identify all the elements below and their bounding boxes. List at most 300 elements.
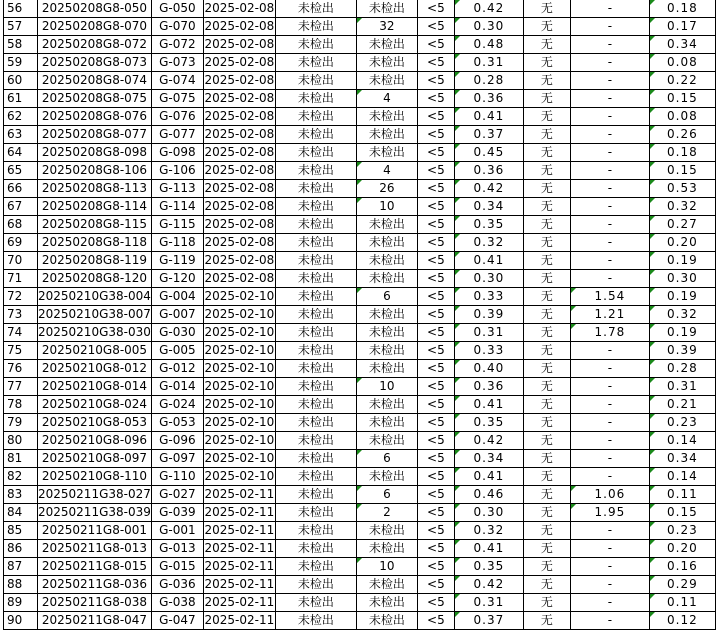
cell-result-c[interactable] [417,360,454,378]
cell-sample-id[interactable] [38,108,152,126]
cell-result-c[interactable] [417,378,454,396]
cell-value-f[interactable] [570,0,649,18]
cell-result-c[interactable] [417,144,454,162]
cell-result-c[interactable] [417,216,454,234]
cell-result-c[interactable] [417,342,454,360]
cell-sample-code[interactable] [151,504,203,522]
cell-sample-id[interactable] [38,90,152,108]
cell-sample-code[interactable] [151,360,203,378]
cell-sample-id[interactable] [38,414,152,432]
cell-result-a[interactable] [275,450,356,468]
cell-value-g[interactable] [649,72,715,90]
cell-result-a[interactable] [275,396,356,414]
cell-value-d[interactable] [454,162,523,180]
cell-value-g[interactable] [649,306,715,324]
cell-result-e[interactable] [523,414,570,432]
cell-result-a[interactable] [275,540,356,558]
cell-result-b[interactable] [356,522,417,540]
cell-value-g[interactable] [649,0,715,18]
cell-value-d[interactable] [454,324,523,342]
cell-row-number[interactable] [4,144,38,162]
cell-sample-id[interactable] [38,360,152,378]
cell-result-b[interactable] [356,612,417,630]
cell-value-f[interactable] [570,306,649,324]
cell-result-e[interactable] [523,288,570,306]
cell-value-f[interactable] [570,72,649,90]
cell-result-e[interactable] [523,0,570,18]
cell-value-f[interactable] [570,216,649,234]
cell-row-number[interactable] [4,54,38,72]
cell-sample-id[interactable] [38,504,152,522]
cell-value-d[interactable] [454,270,523,288]
cell-value-d[interactable] [454,522,523,540]
cell-row-number[interactable] [4,522,38,540]
cell-result-c[interactable] [417,522,454,540]
cell-value-g[interactable] [649,360,715,378]
cell-result-c[interactable] [417,108,454,126]
cell-sample-code[interactable] [151,54,203,72]
cell-result-b[interactable] [356,540,417,558]
cell-result-c[interactable] [417,90,454,108]
cell-sample-code[interactable] [151,234,203,252]
cell-value-g[interactable] [649,198,715,216]
cell-result-c[interactable] [417,162,454,180]
cell-result-e[interactable] [523,144,570,162]
cell-value-g[interactable] [649,54,715,72]
cell-result-a[interactable] [275,288,356,306]
cell-result-b[interactable] [356,504,417,522]
cell-result-b[interactable] [356,72,417,90]
cell-result-a[interactable] [275,126,356,144]
cell-result-c[interactable] [417,414,454,432]
cell-result-b[interactable] [356,198,417,216]
cell-value-d[interactable] [454,144,523,162]
cell-value-f[interactable] [570,234,649,252]
cell-value-g[interactable] [649,108,715,126]
cell-result-c[interactable] [417,0,454,18]
cell-date[interactable] [203,288,275,306]
cell-result-e[interactable] [523,126,570,144]
cell-sample-code[interactable] [151,72,203,90]
cell-row-number[interactable] [4,558,38,576]
cell-value-f[interactable] [570,288,649,306]
cell-sample-code[interactable] [151,540,203,558]
cell-value-g[interactable] [649,252,715,270]
cell-sample-id[interactable] [38,576,152,594]
cell-sample-id[interactable] [38,342,152,360]
cell-result-a[interactable] [275,0,356,18]
cell-sample-id[interactable] [38,270,152,288]
cell-result-c[interactable] [417,306,454,324]
cell-sample-id[interactable] [38,252,152,270]
cell-value-d[interactable] [454,198,523,216]
cell-value-g[interactable] [649,612,715,630]
cell-result-c[interactable] [417,288,454,306]
cell-sample-id[interactable] [38,234,152,252]
cell-value-g[interactable] [649,540,715,558]
cell-result-c[interactable] [417,432,454,450]
cell-date[interactable] [203,558,275,576]
cell-sample-code[interactable] [151,594,203,612]
cell-date[interactable] [203,0,275,18]
cell-result-c[interactable] [417,324,454,342]
cell-date[interactable] [203,72,275,90]
cell-value-g[interactable] [649,378,715,396]
cell-date[interactable] [203,198,275,216]
cell-result-e[interactable] [523,198,570,216]
cell-value-g[interactable] [649,270,715,288]
cell-sample-code[interactable] [151,108,203,126]
cell-row-number[interactable] [4,540,38,558]
cell-sample-code[interactable] [151,522,203,540]
cell-row-number[interactable] [4,252,38,270]
cell-sample-code[interactable] [151,378,203,396]
cell-result-b[interactable] [356,288,417,306]
cell-sample-id[interactable] [38,54,152,72]
cell-sample-code[interactable] [151,468,203,486]
cell-sample-id[interactable] [38,180,152,198]
cell-result-b[interactable] [356,576,417,594]
cell-value-f[interactable] [570,450,649,468]
cell-value-d[interactable] [454,540,523,558]
cell-value-f[interactable] [570,576,649,594]
cell-result-e[interactable] [523,306,570,324]
cell-sample-code[interactable] [151,90,203,108]
cell-value-f[interactable] [570,468,649,486]
cell-value-g[interactable] [649,522,715,540]
cell-row-number[interactable] [4,396,38,414]
cell-result-c[interactable] [417,612,454,630]
cell-sample-id[interactable] [38,378,152,396]
cell-value-d[interactable] [454,414,523,432]
cell-row-number[interactable] [4,198,38,216]
cell-value-f[interactable] [570,144,649,162]
cell-result-a[interactable] [275,36,356,54]
cell-result-a[interactable] [275,504,356,522]
cell-value-f[interactable] [570,36,649,54]
cell-value-d[interactable] [454,216,523,234]
cell-value-f[interactable] [570,432,649,450]
cell-date[interactable] [203,594,275,612]
cell-value-f[interactable] [570,252,649,270]
cell-result-e[interactable] [523,522,570,540]
cell-result-b[interactable] [356,18,417,36]
cell-value-f[interactable] [570,594,649,612]
cell-result-c[interactable] [417,576,454,594]
cell-row-number[interactable] [4,162,38,180]
cell-sample-id[interactable] [38,396,152,414]
cell-result-e[interactable] [523,324,570,342]
cell-row-number[interactable] [4,270,38,288]
cell-sample-code[interactable] [151,558,203,576]
cell-value-d[interactable] [454,0,523,18]
cell-sample-code[interactable] [151,342,203,360]
cell-result-b[interactable] [356,324,417,342]
cell-value-g[interactable] [649,180,715,198]
cell-value-d[interactable] [454,72,523,90]
cell-result-a[interactable] [275,594,356,612]
cell-sample-code[interactable] [151,252,203,270]
cell-result-e[interactable] [523,36,570,54]
cell-row-number[interactable] [4,0,38,18]
cell-result-b[interactable] [356,360,417,378]
cell-result-e[interactable] [523,342,570,360]
cell-result-b[interactable] [356,108,417,126]
cell-sample-id[interactable] [38,162,152,180]
cell-result-a[interactable] [275,432,356,450]
cell-date[interactable] [203,162,275,180]
cell-sample-code[interactable] [151,162,203,180]
cell-row-number[interactable] [4,594,38,612]
cell-sample-id[interactable] [38,432,152,450]
cell-result-e[interactable] [523,504,570,522]
cell-result-a[interactable] [275,342,356,360]
cell-date[interactable] [203,432,275,450]
cell-result-a[interactable] [275,378,356,396]
cell-value-d[interactable] [454,234,523,252]
cell-sample-code[interactable] [151,18,203,36]
cell-value-g[interactable] [649,558,715,576]
cell-result-a[interactable] [275,216,356,234]
cell-sample-id[interactable] [38,450,152,468]
cell-result-b[interactable] [356,450,417,468]
cell-value-d[interactable] [454,54,523,72]
cell-value-f[interactable] [570,504,649,522]
cell-date[interactable] [203,522,275,540]
cell-value-d[interactable] [454,486,523,504]
cell-result-e[interactable] [523,234,570,252]
cell-sample-code[interactable] [151,198,203,216]
cell-result-a[interactable] [275,522,356,540]
cell-value-d[interactable] [454,90,523,108]
cell-value-d[interactable] [454,504,523,522]
cell-value-g[interactable] [649,576,715,594]
cell-row-number[interactable] [4,90,38,108]
cell-result-c[interactable] [417,468,454,486]
cell-value-g[interactable] [649,342,715,360]
cell-value-f[interactable] [570,270,649,288]
cell-result-b[interactable] [356,378,417,396]
cell-result-a[interactable] [275,558,356,576]
cell-value-g[interactable] [649,216,715,234]
cell-sample-id[interactable] [38,126,152,144]
cell-value-g[interactable] [649,90,715,108]
cell-result-b[interactable] [356,558,417,576]
cell-result-a[interactable] [275,252,356,270]
cell-result-e[interactable] [523,252,570,270]
cell-result-b[interactable] [356,234,417,252]
cell-date[interactable] [203,540,275,558]
cell-result-e[interactable] [523,54,570,72]
cell-value-d[interactable] [454,612,523,630]
cell-date[interactable] [203,504,275,522]
cell-result-e[interactable] [523,162,570,180]
cell-row-number[interactable] [4,306,38,324]
cell-date[interactable] [203,612,275,630]
cell-result-c[interactable] [417,558,454,576]
cell-value-d[interactable] [454,360,523,378]
cell-result-b[interactable] [356,216,417,234]
cell-value-f[interactable] [570,414,649,432]
cell-result-a[interactable] [275,144,356,162]
cell-result-c[interactable] [417,198,454,216]
cell-date[interactable] [203,252,275,270]
cell-result-b[interactable] [356,54,417,72]
cell-result-c[interactable] [417,252,454,270]
cell-row-number[interactable] [4,324,38,342]
cell-sample-code[interactable] [151,36,203,54]
cell-result-e[interactable] [523,558,570,576]
cell-result-e[interactable] [523,468,570,486]
cell-result-c[interactable] [417,540,454,558]
cell-value-d[interactable] [454,342,523,360]
cell-date[interactable] [203,216,275,234]
cell-result-e[interactable] [523,594,570,612]
cell-result-b[interactable] [356,594,417,612]
cell-sample-code[interactable] [151,126,203,144]
cell-value-g[interactable] [649,504,715,522]
cell-sample-code[interactable] [151,216,203,234]
cell-result-a[interactable] [275,18,356,36]
cell-sample-code[interactable] [151,432,203,450]
cell-sample-id[interactable] [38,72,152,90]
cell-result-b[interactable] [356,180,417,198]
cell-row-number[interactable] [4,612,38,630]
cell-result-e[interactable] [523,270,570,288]
cell-value-g[interactable] [649,288,715,306]
cell-result-b[interactable] [356,306,417,324]
cell-date[interactable] [203,180,275,198]
cell-result-a[interactable] [275,234,356,252]
cell-result-e[interactable] [523,486,570,504]
cell-result-a[interactable] [275,180,356,198]
cell-result-c[interactable] [417,126,454,144]
cell-value-d[interactable] [454,288,523,306]
cell-result-c[interactable] [417,72,454,90]
cell-result-c[interactable] [417,36,454,54]
cell-date[interactable] [203,36,275,54]
cell-row-number[interactable] [4,450,38,468]
cell-row-number[interactable] [4,126,38,144]
cell-value-d[interactable] [454,594,523,612]
cell-sample-code[interactable] [151,396,203,414]
cell-result-e[interactable] [523,72,570,90]
cell-date[interactable] [203,450,275,468]
cell-result-a[interactable] [275,90,356,108]
cell-sample-code[interactable] [151,180,203,198]
cell-result-e[interactable] [523,18,570,36]
cell-result-e[interactable] [523,216,570,234]
cell-result-c[interactable] [417,486,454,504]
cell-value-g[interactable] [649,234,715,252]
cell-value-g[interactable] [649,162,715,180]
cell-date[interactable] [203,342,275,360]
cell-result-b[interactable] [356,36,417,54]
cell-date[interactable] [203,414,275,432]
cell-result-e[interactable] [523,540,570,558]
cell-value-f[interactable] [570,360,649,378]
cell-sample-id[interactable] [38,144,152,162]
cell-result-a[interactable] [275,270,356,288]
cell-date[interactable] [203,18,275,36]
cell-result-a[interactable] [275,198,356,216]
cell-result-b[interactable] [356,252,417,270]
cell-result-e[interactable] [523,612,570,630]
cell-date[interactable] [203,90,275,108]
cell-result-b[interactable] [356,486,417,504]
cell-row-number[interactable] [4,216,38,234]
cell-sample-code[interactable] [151,486,203,504]
cell-value-f[interactable] [570,54,649,72]
cell-date[interactable] [203,234,275,252]
cell-value-d[interactable] [454,252,523,270]
cell-date[interactable] [203,486,275,504]
cell-result-e[interactable] [523,450,570,468]
cell-sample-id[interactable] [38,36,152,54]
cell-value-f[interactable] [570,162,649,180]
cell-sample-id[interactable] [38,468,152,486]
cell-result-e[interactable] [523,378,570,396]
cell-value-d[interactable] [454,558,523,576]
cell-sample-code[interactable] [151,450,203,468]
cell-date[interactable] [203,126,275,144]
cell-sample-code[interactable] [151,0,203,18]
cell-sample-id[interactable] [38,612,152,630]
cell-value-d[interactable] [454,576,523,594]
cell-value-d[interactable] [454,432,523,450]
cell-result-a[interactable] [275,108,356,126]
cell-sample-code[interactable] [151,612,203,630]
cell-result-b[interactable] [356,414,417,432]
cell-sample-id[interactable] [38,198,152,216]
cell-date[interactable] [203,108,275,126]
cell-value-f[interactable] [570,18,649,36]
cell-value-f[interactable] [570,180,649,198]
cell-result-c[interactable] [417,504,454,522]
cell-sample-id[interactable] [38,216,152,234]
cell-value-g[interactable] [649,594,715,612]
cell-value-f[interactable] [570,522,649,540]
cell-value-d[interactable] [454,396,523,414]
cell-value-d[interactable] [454,36,523,54]
cell-row-number[interactable] [4,288,38,306]
cell-value-f[interactable] [570,396,649,414]
cell-row-number[interactable] [4,234,38,252]
cell-value-f[interactable] [570,342,649,360]
cell-sample-id[interactable] [38,594,152,612]
cell-value-d[interactable] [454,306,523,324]
cell-value-f[interactable] [570,540,649,558]
cell-result-a[interactable] [275,324,356,342]
cell-sample-code[interactable] [151,414,203,432]
cell-row-number[interactable] [4,108,38,126]
cell-row-number[interactable] [4,72,38,90]
cell-sample-id[interactable] [38,18,152,36]
cell-result-e[interactable] [523,396,570,414]
cell-row-number[interactable] [4,414,38,432]
cell-value-d[interactable] [454,108,523,126]
cell-value-f[interactable] [570,198,649,216]
cell-value-g[interactable] [649,432,715,450]
cell-result-c[interactable] [417,396,454,414]
cell-row-number[interactable] [4,468,38,486]
cell-result-c[interactable] [417,594,454,612]
cell-date[interactable] [203,468,275,486]
cell-value-g[interactable] [649,144,715,162]
cell-sample-id[interactable] [38,558,152,576]
cell-row-number[interactable] [4,36,38,54]
cell-value-d[interactable] [454,126,523,144]
